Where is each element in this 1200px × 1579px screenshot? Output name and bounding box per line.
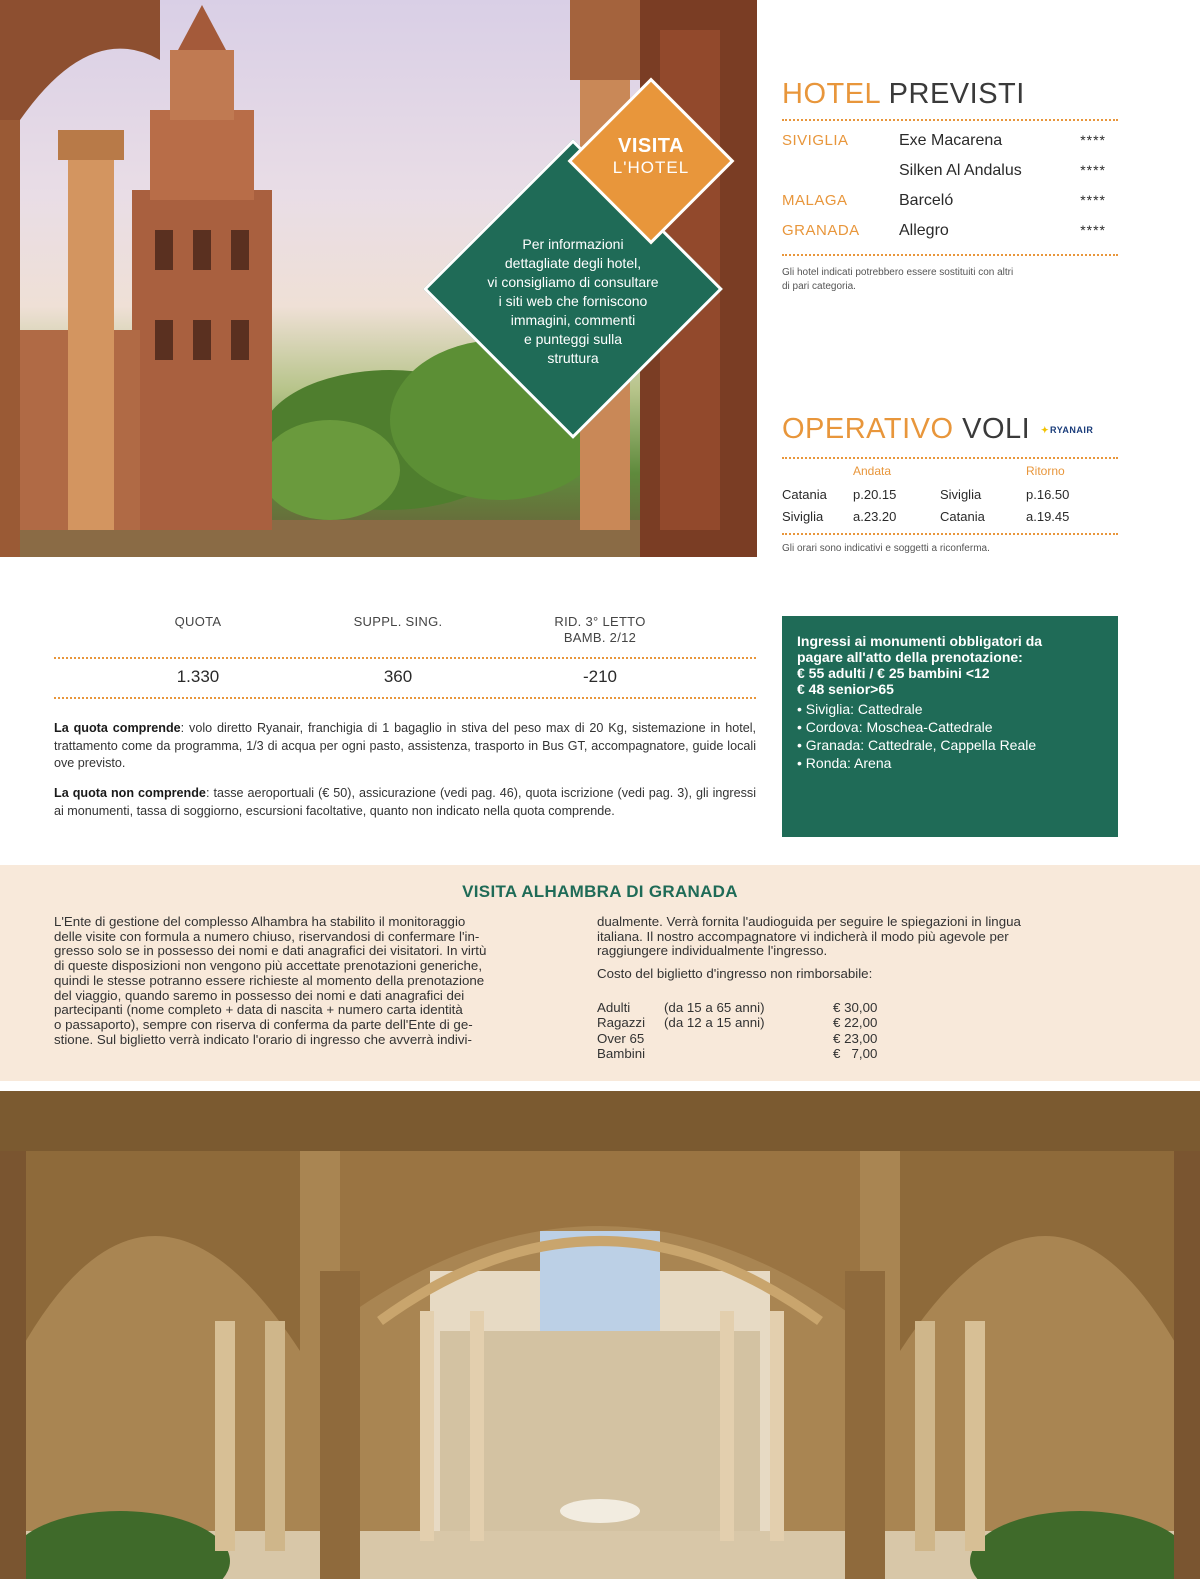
visita-word: VISITA (618, 135, 684, 157)
fee-label: Ragazzi (597, 1015, 646, 1030)
price-reduction: -210 (582, 667, 618, 686)
price-header-reduction (515, 614, 685, 646)
hotel-stars: **** (1080, 222, 1106, 238)
divider (782, 119, 1118, 121)
price-header-reduction-line2: BAMB. 2/12 (563, 630, 637, 645)
info-line: e punteggi sulla (523, 331, 623, 347)
hotels-title-b: PREVISTI (888, 78, 1025, 110)
flights-title (782, 413, 1030, 446)
divider (782, 457, 1118, 459)
flight-to: Catania (940, 509, 985, 524)
fee-label: Bambini (597, 1046, 646, 1061)
divider (54, 657, 756, 659)
monuments-list (797, 700, 1104, 772)
flights-title-a: OPERATIVO (782, 413, 954, 445)
monuments-box (782, 616, 1118, 837)
price-quota: 1.330 (176, 667, 220, 686)
fee-price: € 22,00 (833, 1015, 878, 1030)
fee-price: € 7,00 (833, 1046, 878, 1061)
fee-label: Adulti (597, 1000, 631, 1015)
hotels-note (782, 266, 1122, 294)
fee-price: € 23,00 (833, 1031, 878, 1046)
ryanair-logo (1041, 425, 1093, 436)
hotel-stars: **** (1080, 192, 1106, 208)
list-item: • Ronda: Arena (797, 755, 892, 771)
hotel-info-text (478, 235, 668, 368)
flights-note: Gli orari sono indicativi e soggetti a riconferma. (782, 543, 990, 554)
alhambra-line: partecipanti (nome completo + data di nascita + numero carta identità (54, 1002, 463, 1018)
return-header: Ritorno (1026, 464, 1065, 478)
flight-from: Siviglia (782, 509, 824, 524)
alhambra-title: VISITA ALHAMBRA DI GRANADA (462, 882, 738, 901)
flight-time-out: p.20.15 (853, 487, 897, 502)
hotel-row (782, 128, 1114, 158)
alhambra-line: delle visite con formula a numero chiuso, riservandosi di confermare l'in- (54, 928, 480, 944)
includes-text: : volo diretto Ryanair, franchigia di 1 bagaglio in stiva del peso max di 20 Kg, sistemazione in hotel, trattamento come da programma, 1/3 di acqua per ogni pasto, assistenza, trasporto in Bus GT, accompagnatore, guide locali ove previsto. (54, 721, 756, 770)
flight-from: Catania (782, 487, 827, 502)
alhambra-fee-intro: Costo del biglietto d'ingresso non rimborsabile: (597, 966, 873, 982)
hotel-word: L'HOTEL (612, 158, 690, 177)
hotel-city: MALAGA (782, 192, 848, 209)
includes-paragraph (54, 720, 756, 773)
monuments-header-line: pagare all'atto della prenotazione: (797, 649, 1023, 665)
alhambra-line: italiana. Il nostro accompagnatore vi indicherà il modo più agevole per (597, 928, 1009, 944)
alhambra-line: gresso solo se in possesso dei nomi e dati anagrafici dei visitatori. In virtù (54, 943, 487, 959)
hotel-name: Exe Macarena (899, 132, 1003, 149)
hotels-title (782, 78, 1025, 111)
hotel-row (782, 158, 1114, 188)
fee-range: (da 15 a 65 anni) (664, 1000, 765, 1015)
visit-hotel-label[interactable] (592, 135, 710, 178)
price-single: 360 (383, 667, 413, 686)
alhambra-line: quindi le stesse potranno essere richieste al momento della prenotazione (54, 972, 485, 988)
divider (54, 697, 756, 699)
fee-range: (da 12 a 15 anni) (664, 1015, 765, 1030)
flight-time-out: a.23.20 (853, 509, 897, 524)
hotel-city: GRANADA (782, 222, 860, 239)
price-header-single: SUPPL. SING. (353, 614, 443, 629)
flight-time-ret: a.19.45 (1026, 509, 1070, 524)
alhambra-courtyard-photo (0, 1091, 1200, 1579)
fee-price: € 30,00 (833, 1000, 878, 1015)
excludes-text: : tasse aeroportuali (€ 50), assicurazione (vedi pag. 46), quota iscrizione (vedi pag. 3), gli ingressi ai monumenti, tassa di soggiorno, escursioni facoltative, quanto non indicato nella quota comprende. (54, 786, 757, 818)
price-header-reduction-line1: RID. 3° LETTO (554, 614, 646, 629)
monuments-header-line: € 55 adulti / € 25 bambini <12 (797, 665, 990, 681)
info-line: vi consigliamo di consultare (487, 274, 659, 290)
info-line: Per informazioni (522, 236, 624, 252)
airline-name: RYANAIR (1050, 425, 1094, 435)
hotel-row (782, 218, 1114, 248)
alhambra-left-column (54, 915, 570, 1047)
includes-label: La quota comprende (54, 721, 181, 735)
hotels-title-a: HOTEL (782, 78, 881, 110)
excludes-paragraph (54, 785, 756, 820)
flights-title-b: VOLI (962, 413, 1031, 445)
info-line: struttura (547, 350, 599, 366)
alhambra-line: del viaggio, quando saremo in possesso dei nomi e dati anagrafici dei (54, 987, 465, 1003)
alhambra-line: raggiungere individualmente l'ingresso. (597, 943, 828, 959)
divider (782, 533, 1118, 535)
alhambra-line: stione. Sul biglietto verrà indicato l'orario di ingresso che avverrà indivi- (54, 1031, 472, 1047)
monuments-header-line: € 48 senior>65 (797, 681, 894, 697)
hotels-note-line: Gli hotel indicati potrebbero essere sostituiti con altri (782, 267, 1014, 278)
list-item: • Cordova: Moschea-Cattedrale (797, 719, 993, 735)
excludes-label: La quota non comprende (54, 786, 206, 800)
list-item: • Granada: Cattedrale, Cappella Reale (797, 737, 1037, 753)
info-line: i siti web che forniscono (498, 293, 648, 309)
hotels-note-line: di pari categoria. (782, 281, 856, 292)
fee-label: Over 65 (597, 1031, 645, 1046)
hotel-name: Silken Al Andalus (899, 162, 1022, 179)
hotels-table (782, 128, 1114, 248)
alhambra-line: dualmente. Verrà fornita l'audioguida per seguire le spiegazioni in lingua (597, 914, 1021, 929)
divider (782, 254, 1118, 256)
hotel-name: Barceló (899, 192, 954, 209)
alhambra-line: o passaporto), sempre con riserva di conferma da parte dell'Ente di ge- (54, 1016, 473, 1032)
flight-time-ret: p.16.50 (1026, 487, 1070, 502)
hotel-city: SIVIGLIA (782, 132, 849, 149)
hotel-row (782, 188, 1114, 218)
monuments-header (797, 633, 1104, 697)
list-item: • Siviglia: Cattedrale (797, 701, 923, 717)
outbound-header: Andata (853, 464, 892, 478)
hotel-stars: **** (1080, 132, 1106, 148)
hotel-name: Allegro (899, 222, 949, 239)
price-header-quota: QUOTA (174, 614, 222, 629)
alhambra-line: L'Ente di gestione del complesso Alhambra ha stabilito il monitoraggio (54, 914, 466, 929)
monuments-header-line: Ingressi ai monumenti obbligatori da (797, 633, 1043, 649)
info-line: dettagliate degli hotel, (504, 255, 642, 271)
harp-icon: ✦ (1041, 425, 1050, 435)
hotel-stars: **** (1080, 162, 1106, 178)
info-line: immagini, commenti (510, 312, 636, 328)
flight-to: Siviglia (940, 487, 982, 502)
alhambra-right-column (597, 915, 1117, 982)
alhambra-line: di queste disposizioni non vengono più accettate prenotazioni generiche, (54, 958, 483, 974)
